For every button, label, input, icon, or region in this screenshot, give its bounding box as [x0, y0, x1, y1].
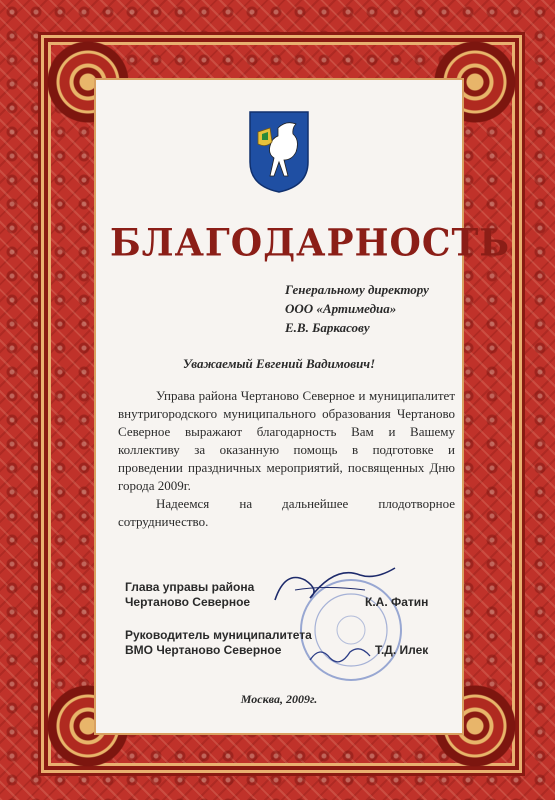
page-title: БЛАГОДАРНОСТЬ — [110, 220, 511, 266]
signature-title-line: ВМО Чертаново Северное — [125, 643, 282, 657]
handwritten-signature-icon — [305, 640, 375, 670]
signature-title-line: Руководитель муниципалитета — [125, 628, 312, 642]
recipient-position: Генеральному директору — [285, 282, 429, 297]
recipient-company: ООО «Артимедиа» — [285, 301, 397, 316]
signature-title-1 — [125, 580, 254, 610]
body-paragraph: Управа района Чертаново Северное и муниципалитет внутригородского муниципального образования Чертаново Северное выражают благодарность Вам и Вашему коллективу за оказанную помощь в подготовке и проведении праздничных мероприятий, посвященных Дню города 2009г. — [118, 388, 455, 493]
recipient-name: Е.В. Баркасову — [285, 320, 370, 335]
coat-of-arms-horse-icon — [248, 110, 310, 194]
greeting: Уважаемый Евгений Вадимович! — [182, 356, 376, 371]
signature-title-line: Глава управы района — [125, 580, 255, 594]
signature-title-2 — [125, 628, 312, 658]
letter-body — [118, 387, 455, 531]
signature-title-line: Чертаново Северное — [125, 595, 251, 609]
signatory-name-2: Т.Д. Илек — [375, 643, 429, 657]
recipient-block — [285, 280, 465, 337]
signatory-name-1: К.А. Фатин — [365, 595, 429, 609]
place-date: Москва, 2009г. — [240, 692, 318, 706]
body-paragraph: Надеемся на дальнейшее плодотворное сотрудничество. — [118, 496, 455, 529]
